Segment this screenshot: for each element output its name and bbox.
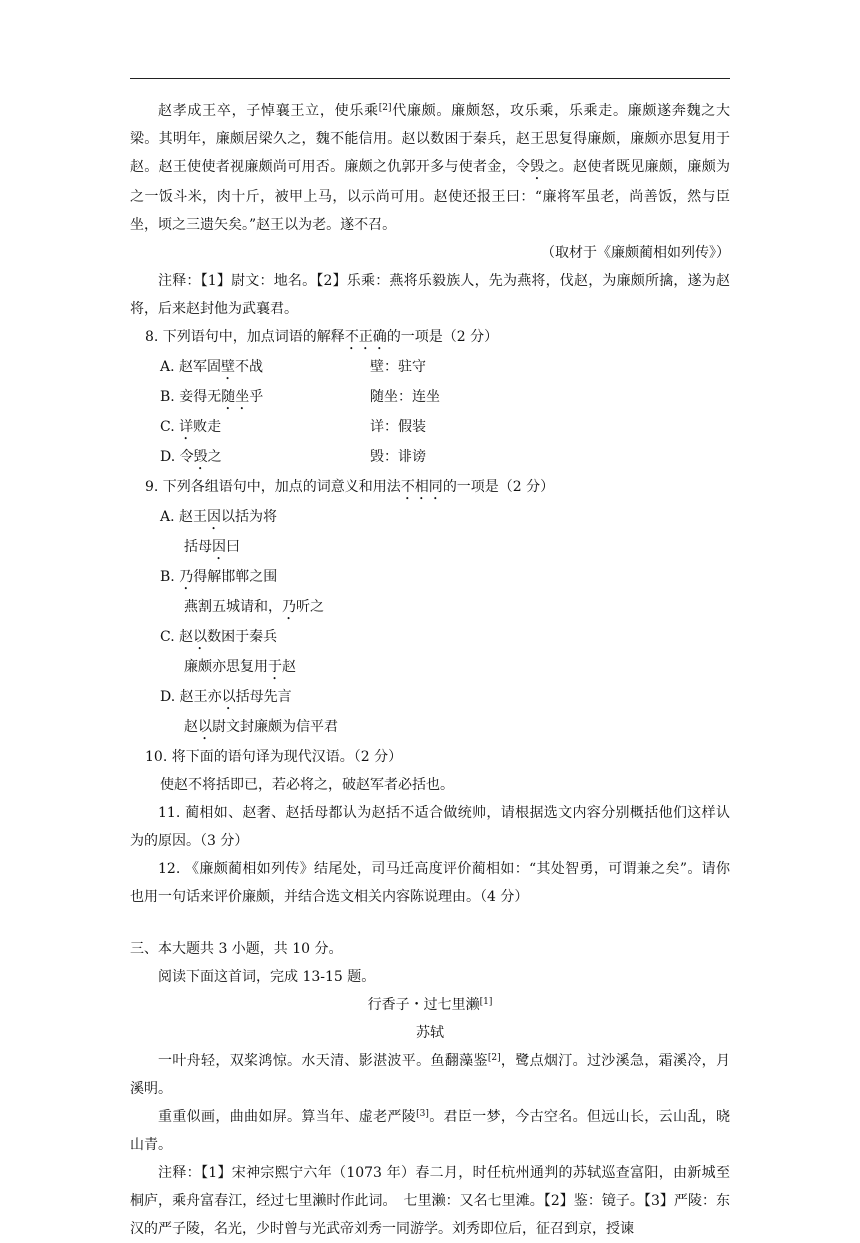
footnote-marker: [1] bbox=[479, 997, 493, 1007]
question-9-option-a-line2: 括母因曰 bbox=[184, 539, 240, 555]
option-explanation: 毁：诽谤 bbox=[370, 449, 426, 465]
emphasized-word: 毁 bbox=[530, 159, 545, 175]
question-8-option-d[interactable]: D. 令毁之 毁：诽谤 bbox=[130, 443, 730, 473]
passage-source: （取材于《廉颇蔺相如列传》） bbox=[541, 245, 730, 261]
question-8-option-a[interactable]: A. 赵军固壁不战 壁：驻守 bbox=[130, 353, 730, 383]
document-page bbox=[130, 97, 730, 1243]
option-explanation: 壁：驻守 bbox=[370, 359, 426, 375]
section-3-instruction: 阅读下面这首词，完成 13-15 题。 bbox=[158, 969, 376, 985]
question-11: 11. 蔺相如、赵奢、赵括母都认为赵括不适合做统帅，请根据选文内容分别概括他们这样认为的原因。（3 分） bbox=[130, 805, 730, 849]
question-10-stem: 10. 将下面的语句译为现代汉语。（2 分） bbox=[145, 749, 403, 765]
question-9-option-b[interactable]: B. 乃得解邯郸之围 bbox=[160, 569, 278, 585]
option-explanation: 详：假装 bbox=[370, 419, 426, 435]
question-9-option-c[interactable]: C. 赵以数困于秦兵 bbox=[160, 629, 278, 645]
header-rule bbox=[130, 78, 730, 79]
section-spacer bbox=[130, 911, 730, 935]
question-8-option-c[interactable]: C. 详败走 详：假装 bbox=[130, 413, 730, 443]
question-9-stem: 9. 下列各组语句中，加点的词意义和用法不相同的一项是（2 分） bbox=[145, 479, 555, 495]
poem-stanza-1: 一叶舟轻，双桨鸿惊。水天清、影湛波平。鱼翻藻鉴[2]，鹭点烟汀。过沙溪急，霜溪冷，月溪明。 bbox=[130, 1053, 731, 1097]
footnote-marker: [2] bbox=[487, 1053, 501, 1063]
question-9-option-a[interactable]: A. 赵王因以括为将 bbox=[160, 509, 278, 525]
section-3-heading: 三、本大题共 3 小题，共 10 分。 bbox=[130, 941, 343, 957]
poem-stanza-2: 重重似画，曲曲如屏。算当年、虚老严陵[3]。君臣一梦，今古空名。但远山长，云山乱，晓山青。 bbox=[130, 1109, 731, 1153]
question-8-stem: 8. 下列语句中，加点词语的解释不正确的一项是（2 分） bbox=[145, 329, 499, 345]
footnote-marker: [2] bbox=[378, 103, 392, 113]
poem-author: 苏轼 bbox=[416, 1025, 444, 1041]
question-9-option-d-line2: 赵以尉文封廉颇为信平君 bbox=[184, 719, 338, 735]
question-12: 12. 《廉颇蔺相如列传》结尾处，司马迁高度评价蔺相如：“其处智勇，可谓兼之矣”。请你也用一句话来评价廉颇，并结合选文相关内容陈说理由。（4 分） bbox=[130, 861, 730, 905]
question-8-option-b[interactable]: B. 妾得无随坐乎 随坐：连坐 bbox=[130, 383, 730, 413]
question-10-sentence: 使赵不将括即已，若必将之，破赵军者必括也。 bbox=[160, 777, 454, 793]
option-explanation: 随坐：连坐 bbox=[370, 389, 440, 405]
question-9-option-c-line2: 廉颇亦思复用于赵 bbox=[184, 659, 296, 675]
question-9-option-b-line2: 燕割五城请和，乃听之 bbox=[184, 599, 324, 615]
poem-notes: 注释：【1】宋神宗熙宁六年（1073 年）春二月，时任杭州通判的苏轼巡查富阳，由新城至桐庐，乘舟富春江，经过七里濑时作此词。 七里濑：又名七里滩。【2】鉴：镜子。【3】严陵：东汉的严子陵，名光，少时曾与光武帝刘秀一同游学。刘秀即位后，征召到京，授谏 bbox=[130, 1165, 730, 1237]
poem-title: 行香子・过七里濑[1] bbox=[367, 997, 493, 1013]
question-9-option-d[interactable]: D. 赵王亦以括母先言 bbox=[160, 689, 292, 705]
passage-notes: 注释：【1】尉文：地名。【2】乐乘：燕将乐毅族人，先为燕将，伐赵，为廉颇所擒，遂为赵将，后来赵封他为武襄君。 bbox=[130, 273, 730, 317]
passage-paragraph: 赵孝成王卒，子悼襄王立，使乐乘[2]代廉颇。廉颇怒，攻乐乘，乐乘走。廉颇遂奔魏之大梁。其明年，廉颇居梁久之，魏不能信用。赵以数困于秦兵，赵王思复得廉颇，廉颇亦思复用于赵。赵王使使者视廉颇尚可用否。廉颇之仇郭开多与使者金，令毁之。赵使者既见廉颇，廉颇为之一饭斗米，肉十斤，被甲上马，以示尚可用。赵使还报王曰：“廉将军虽老，尚善饭，然与臣坐，顷之三遗矢矣。”赵王以为老。遂不召。 bbox=[130, 103, 731, 233]
footnote-marker: [3] bbox=[416, 1109, 429, 1119]
